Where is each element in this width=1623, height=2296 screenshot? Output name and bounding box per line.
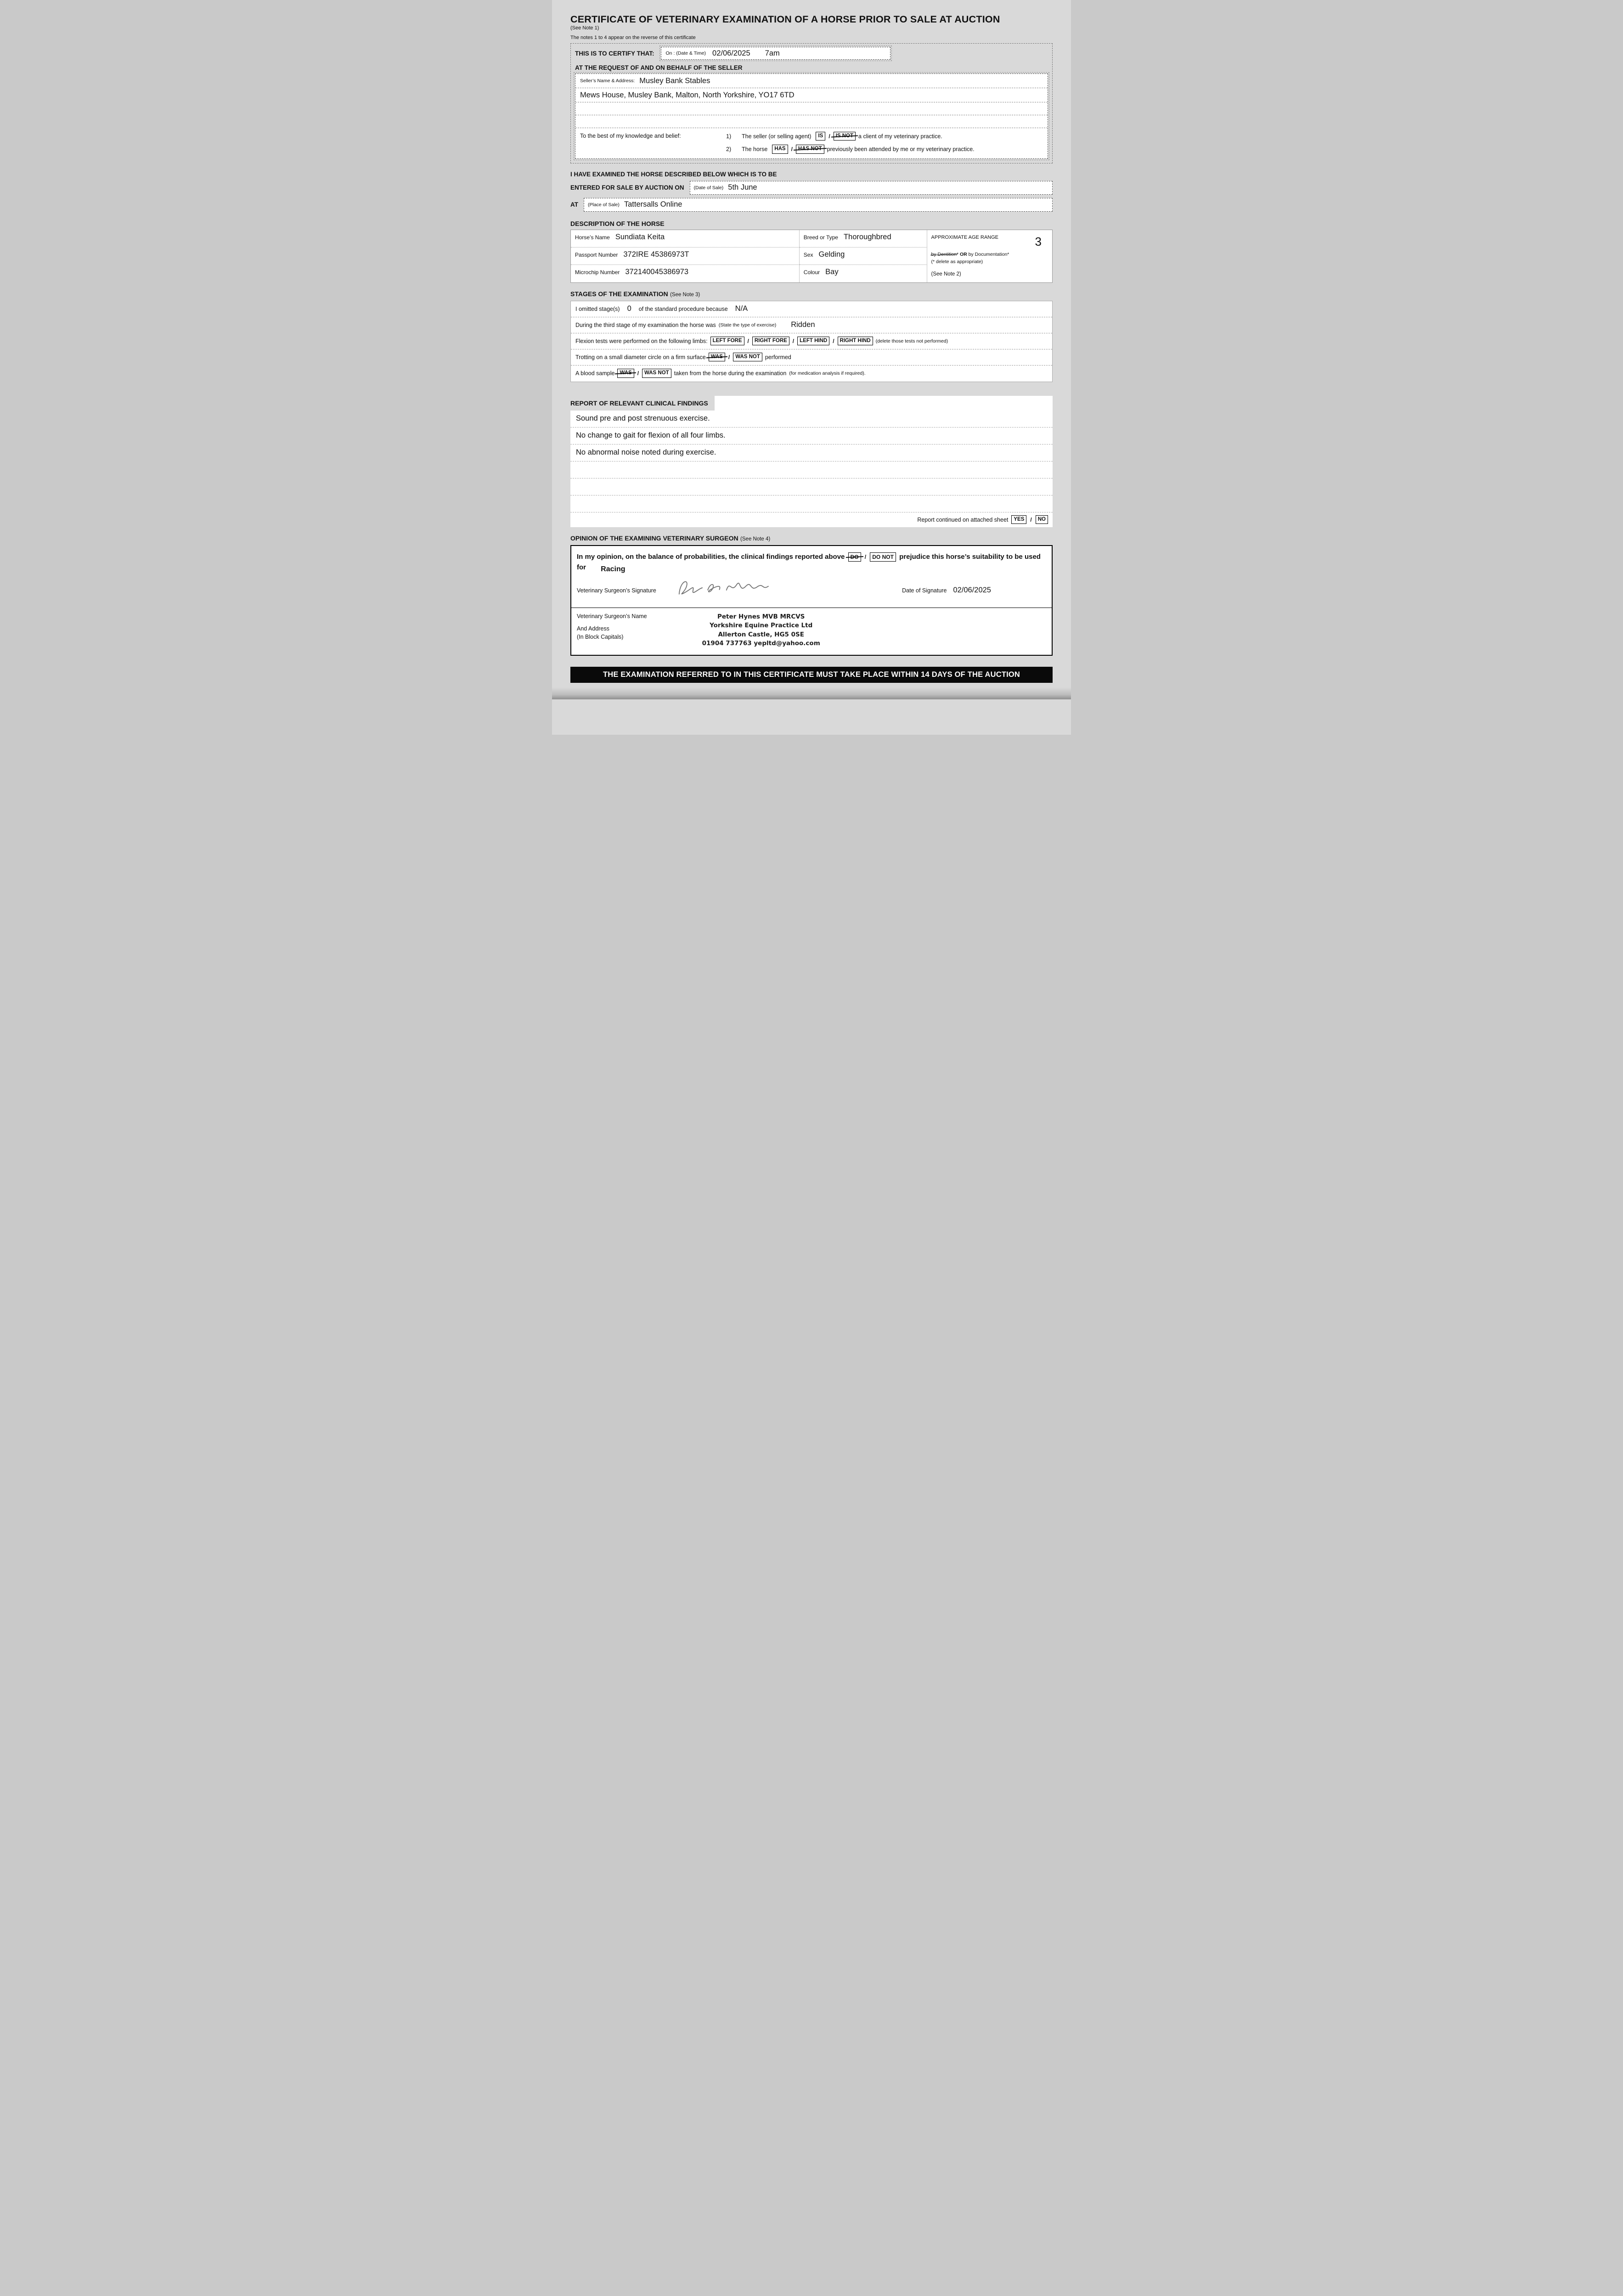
- option-was-struck: WAS: [709, 353, 725, 361]
- certify-time-value: 7am: [765, 49, 780, 57]
- seller-section-heading: AT THE REQUEST OF AND ON BEHALF OF THE SELLER: [575, 64, 743, 71]
- seller-box: [575, 73, 1048, 159]
- surgeon-name-label: Veterinary Surgeon’s Name: [577, 613, 647, 619]
- seller-address-row: [575, 88, 1048, 102]
- option-was-struck: WAS: [617, 369, 634, 377]
- option-separator: /: [792, 338, 795, 344]
- option-separator: /: [828, 133, 830, 140]
- stamp-line: Allerton Castle, HG5 0SE: [718, 630, 804, 638]
- option-was-not: WAS NOT: [642, 369, 671, 377]
- option-separator: /: [747, 338, 749, 344]
- belief-section: [575, 128, 1048, 158]
- option-has-not-struck: HAS NOT: [796, 145, 824, 153]
- stamp-line: Peter Hynes MVB MRCVS: [717, 613, 805, 620]
- stage-trotting-row: [571, 349, 1052, 366]
- stage-blood-row: [571, 366, 1052, 382]
- by-dentition-struck: by Dentition: [931, 251, 957, 259]
- surgeon-name-row: [571, 608, 1052, 655]
- opinion-statement-post: prejudice this horse’s suitability to be used for: [577, 552, 1041, 571]
- report-continued-row: [570, 512, 1053, 527]
- date-of-sale-label: (Date of Sale): [693, 185, 724, 191]
- third-stage-pre: During the third stage of my examination the horse was: [575, 321, 716, 328]
- certificate-page: [552, 0, 1071, 735]
- age-or: OR: [959, 251, 967, 257]
- date-of-sale-value: 5th June: [728, 183, 757, 191]
- colour-value: Bay: [825, 267, 839, 276]
- trotting-pre: Trotting on a small diameter circle on a firm surface: [575, 354, 706, 360]
- flexion-pre: Flexion tests were performed on the following limbs:: [575, 338, 708, 344]
- microchip-cell: [571, 265, 800, 282]
- report-line: [570, 495, 1053, 512]
- option-is-not-struck: IS NOT: [834, 132, 856, 141]
- by-documentation: by Documentation*: [968, 251, 1009, 257]
- date-of-signature-value: 02/06/2025: [953, 586, 991, 595]
- stages-heading: STAGES OF THE EXAMINATION: [570, 290, 668, 298]
- report-heading-row: [570, 396, 1053, 411]
- option-no: NO: [1036, 515, 1048, 524]
- sex-cell: [800, 248, 927, 265]
- age-range-cell: [927, 230, 1052, 282]
- stages-box: [570, 301, 1053, 382]
- option-left-hind: LEFT HIND: [797, 337, 829, 345]
- age-delete-note: (* delete as appropriate): [931, 259, 983, 265]
- belief-item-2-number: 2): [726, 146, 732, 152]
- option-is: IS: [816, 132, 825, 141]
- stamp-line: 01904 737763 yepltd@yahoo.com: [702, 640, 820, 647]
- omitted-reason-value: N/A: [735, 304, 748, 313]
- age-star: *: [956, 251, 959, 257]
- option-do-not: DO NOT: [870, 552, 896, 562]
- practice-stamp: [702, 613, 820, 648]
- page-bottom-edge: [552, 687, 1071, 699]
- age-range-value: 3: [1035, 234, 1042, 248]
- report-line: No abnormal noise noted during exercise.: [570, 445, 1053, 461]
- seller-blank-row: [575, 115, 1048, 128]
- place-of-sale-value: Tattersalls Online: [624, 200, 682, 208]
- footer-banner: THE EXAMINATION REFERRED TO IN THIS CERTIFICATE MUST TAKE PLACE WITHIN 14 DAYS OF THE AUCTION: [570, 667, 1053, 683]
- belief-item-1-post: a client of my veterinary practice.: [858, 133, 942, 140]
- opinion-heading-note: (See Note 4): [740, 536, 771, 542]
- entered-label: ENTERED FOR SALE BY AUCTION ON: [570, 184, 684, 191]
- option-right-hind: RIGHT HIND: [838, 337, 873, 345]
- flexion-note: (delete those tests not performed): [875, 338, 948, 344]
- opinion-box: [570, 545, 1053, 656]
- report-heading: REPORT OF RELEVANT CLINICAL FINDINGS: [570, 396, 715, 411]
- stages-heading-row: [570, 290, 1053, 298]
- age-range-top: [931, 233, 1048, 251]
- opinion-statement-pre: In my opinion, on the balance of probabilities, the clinical findings reported above: [577, 552, 845, 561]
- top-form-frame: [570, 43, 1053, 163]
- breed-value: Thoroughbred: [843, 232, 891, 241]
- sex-label: Sex: [803, 251, 813, 258]
- report-section: [570, 396, 1053, 527]
- breed-cell: [800, 230, 927, 248]
- horse-name-value: Sundiata Keita: [615, 232, 665, 241]
- option-separator: /: [1030, 516, 1032, 523]
- omitted-value: 0: [627, 304, 631, 313]
- blood-post: taken from the horse during the examination: [674, 370, 787, 377]
- sex-value: Gelding: [818, 250, 845, 259]
- belief-item-2-post: previously been attended by me or my veterinary practice.: [827, 146, 975, 152]
- place-row: [570, 198, 1053, 212]
- passport-label: Passport Number: [575, 251, 618, 258]
- seller-address-value: Mews House, Musley Bank, Malton, North Yorkshire, YO17 6TD: [580, 90, 795, 99]
- age-see-note: (See Note 2): [931, 271, 961, 277]
- age-range-heading: APPROXIMATE AGE RANGE: [931, 234, 999, 240]
- stage-omitted-row: [571, 301, 1052, 317]
- place-of-sale-field: [584, 198, 1053, 212]
- option-separator: /: [791, 146, 793, 152]
- report-line: [570, 461, 1053, 478]
- seller-name-label: Seller’s Name & Address:: [580, 78, 635, 84]
- seller-name-value: Musley Bank Stables: [639, 76, 710, 85]
- colour-label: Colour: [803, 269, 820, 276]
- see-note-1: (See Note 1): [570, 25, 599, 31]
- option-separator: /: [864, 553, 867, 560]
- horse-name-cell: [571, 230, 800, 248]
- surgeon-name-labels: [577, 613, 647, 648]
- report-line: [570, 478, 1053, 495]
- examined-statement: I HAVE EXAMINED THE HORSE DESCRIBED BELOW WHICH IS TO BE: [570, 170, 777, 178]
- belief-item-2-pre: The horse: [742, 146, 768, 152]
- report-line: Sound pre and post strenuous exercise.: [570, 411, 1053, 428]
- report-line: No change to gait for flexion of all four limbs.: [570, 428, 1053, 445]
- seller-name-row: [575, 74, 1048, 88]
- notes-line: The notes 1 to 4 appear on the reverse of this certificate: [570, 35, 696, 40]
- at-label: AT: [570, 201, 578, 208]
- seller-blank-row: [575, 102, 1048, 115]
- opinion-heading-row: [570, 535, 1053, 543]
- microchip-value: 372140045386973: [625, 267, 689, 276]
- age-method-line: [931, 251, 1048, 259]
- option-separator: /: [833, 338, 834, 344]
- page-title: CERTIFICATE OF VETERINARY EXAMINATION OF A HORSE PRIOR TO SALE AT AUCTION: [570, 14, 1000, 25]
- option-separator: /: [728, 354, 730, 360]
- certify-date-value: 02/06/2025: [712, 49, 750, 57]
- signature-label: Veterinary Surgeon’s Signature: [577, 587, 656, 594]
- omitted-pre: I omitted stage(s): [575, 305, 620, 312]
- exercise-type-value: Ridden: [791, 321, 815, 329]
- report-lines: [570, 411, 1053, 512]
- third-stage-note: (State the type of exercise): [718, 322, 777, 328]
- certify-label: THIS IS TO CERTIFY THAT:: [575, 50, 654, 57]
- certify-row: [575, 47, 1048, 60]
- blood-pre: A blood sample: [575, 370, 615, 377]
- description-heading: DESCRIPTION OF THE HORSE: [570, 219, 665, 227]
- belief-label: To the best of my knowledge and belief:: [580, 133, 681, 139]
- belief-item-1-pre: The seller (or selling agent): [742, 133, 812, 140]
- block-capitals-label: (In Block Capitals): [577, 633, 624, 640]
- surgeon-address-label: And Address: [577, 625, 609, 632]
- option-yes: YES: [1011, 515, 1026, 524]
- report-heading-filler: [715, 396, 1053, 411]
- stage-flexion-row: [571, 333, 1052, 349]
- belief-items: [726, 132, 1043, 154]
- option-separator: /: [637, 370, 639, 377]
- option-do-struck: DO: [848, 552, 861, 562]
- stage-third-row: [571, 317, 1052, 333]
- report-continued-label: Report continued on attached sheet: [917, 516, 1009, 523]
- breed-label: Breed or Type: [803, 234, 838, 241]
- suitability-use-value: Racing: [601, 565, 626, 573]
- microchip-label: Microchip Number: [575, 269, 620, 276]
- date-of-signature-label: Date of Signature: [902, 587, 947, 594]
- signature-image: [671, 570, 773, 602]
- label-gap: [577, 620, 647, 625]
- belief-item-1: [726, 132, 1043, 141]
- passport-value: 372IRE 45386973T: [623, 250, 689, 259]
- colour-cell: [800, 265, 927, 282]
- horse-name-label: Horse’s Name: [575, 234, 610, 241]
- omitted-post: of the standard procedure because: [638, 305, 728, 312]
- signature-row: [571, 574, 1052, 608]
- blood-note: (for medication analysis if required).: [789, 371, 866, 376]
- belief-item-2: [726, 145, 1043, 153]
- certify-field-label: On : (Date & Time): [665, 51, 706, 56]
- option-has: HAS: [772, 145, 788, 153]
- stamp-line: Yorkshire Equine Practice Ltd: [710, 622, 813, 630]
- passport-cell: [571, 248, 800, 265]
- entered-row: [570, 181, 1053, 195]
- opinion-statement: [571, 546, 1052, 574]
- trotting-post: performed: [765, 354, 791, 360]
- option-was-not: WAS NOT: [733, 353, 762, 361]
- description-table: [570, 230, 1053, 283]
- certify-datetime-field: [661, 47, 890, 60]
- option-left-fore: LEFT FORE: [710, 337, 744, 345]
- date-of-sale-field: [690, 181, 1053, 195]
- stages-heading-note: (See Note 3): [670, 292, 700, 298]
- belief-item-1-number: 1): [726, 133, 732, 140]
- option-right-fore: RIGHT FORE: [752, 337, 789, 345]
- opinion-heading: OPINION OF THE EXAMINING VETERINARY SURGEON: [570, 534, 738, 542]
- place-of-sale-label: (Place of Sale): [588, 202, 620, 208]
